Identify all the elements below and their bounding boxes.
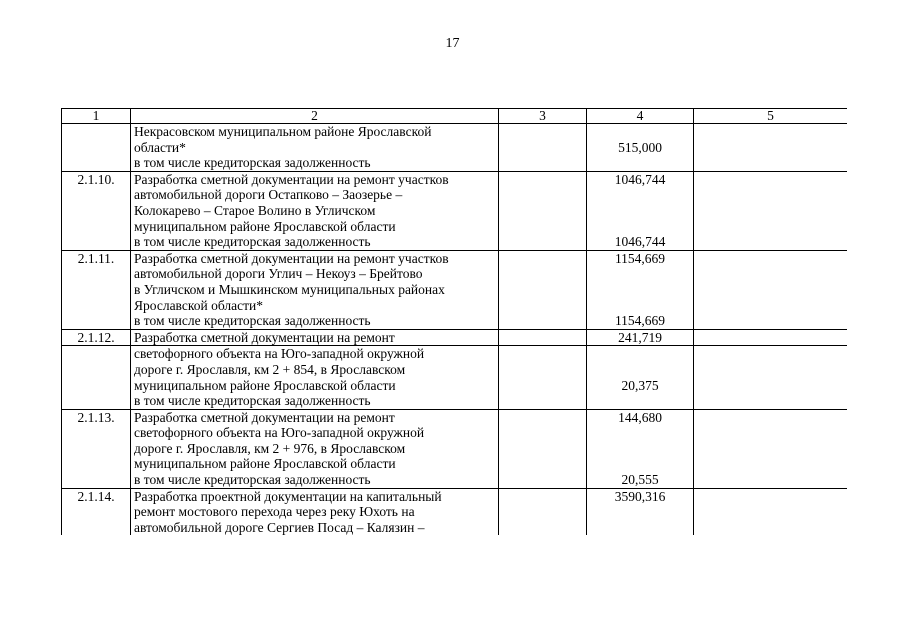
description-line: автомобильной дороге Сергиев Посад – Калязин – [134,519,425,535]
amount-payables: 20,555 [621,472,659,488]
page-number: 17 [445,36,460,51]
description-line: автомобильной дороги Углич – Некоуз – Брейтово [134,266,423,282]
col-5-cell [694,171,848,250]
amount-total: 241,719 [618,329,662,345]
col-3-cell [499,171,587,250]
col-5-cell [694,250,848,329]
description-line: Некрасовском муниципальном районе Ярославской [134,124,432,139]
col-5-cell [694,409,848,488]
amount-cell [587,329,694,346]
amount-payables: 515,000 [618,139,662,155]
header-col-2: 2 [131,109,499,124]
table-row [62,171,848,250]
description-line: Разработка сметной документации на ремонт [134,329,395,345]
row-description [131,488,499,535]
description-line: Колокарево – Старое Волино в Угличском [134,202,376,218]
row-number: 2.1.12. [62,329,131,346]
row-number: 2.1.10. [62,171,131,250]
table-row [62,124,848,172]
row-description [131,409,499,488]
row-number: 2.1.14. [62,488,131,535]
description-line: светофорного объекта на Юго-западной окружной [134,346,425,362]
description-line: в Угличском и Мышкинском муниципальных районах [134,281,445,297]
description-line: в том числе кредиторская задолженность [134,393,371,409]
header-col-3: 3 [499,109,587,124]
budget-table-container [61,108,847,578]
header-col-4: 4 [587,109,694,124]
col-3-cell [499,250,587,329]
amount-cell [587,124,694,172]
amount-total: 1046,744 [614,171,666,187]
amount-payables: 1154,669 [614,313,666,329]
amount-cell [587,346,694,409]
description-line: муниципальном районе Ярославской области [134,377,396,393]
description-line: Ярославской области* [134,297,263,313]
amount-payables: 20,375 [621,377,659,393]
description-line: муниципальном районе Ярославской области [134,218,396,234]
table-row [62,488,848,535]
row-description [131,171,499,250]
description-line: Разработка проектной документации на капитальный [134,488,442,504]
table-row [62,250,848,329]
description-line: ремонт мостового перехода через реку Юхоть на [134,504,415,520]
table-row [62,346,848,409]
amount-total: 144,680 [618,409,662,425]
row-description [131,124,499,172]
description-line: автомобильной дороги Остапково – Заозерье – [134,187,403,203]
description-line: в том числе кредиторская задолженность [134,313,371,329]
col-5-cell [694,329,848,346]
description-line: Разработка сметной документации на ремонт участков [134,250,449,266]
amount-total: 1154,669 [614,250,666,266]
row-number [62,346,131,409]
row-description [131,250,499,329]
description-line: в том числе кредиторская задолженность [134,155,371,171]
description-line: в том числе кредиторская задолженность [134,234,371,250]
description-line: Разработка сметной документации на ремонт [134,409,395,425]
row-number: 2.1.13. [62,409,131,488]
amount-cell [587,250,694,329]
table-row [62,409,848,488]
col-5-cell [694,488,848,535]
table-row [62,329,848,346]
amount-cell [587,171,694,250]
header-col-5: 5 [694,109,848,124]
col-3-cell [499,329,587,346]
row-description [131,346,499,409]
col-3-cell [499,346,587,409]
description-line: муниципальном районе Ярославской области [134,456,396,472]
amount-cell [587,488,694,535]
table-header-row [62,109,848,124]
col-5-cell [694,346,848,409]
col-3-cell [499,488,587,535]
col-3-cell [499,124,587,172]
description-line: дороге г. Ярославля, км 2 + 854, в Ярославском [134,361,406,377]
description-line: светофорного объекта на Юго-западной окружной [134,425,425,441]
header-col-1: 1 [62,109,131,124]
row-number [62,124,131,172]
description-line: Разработка сметной документации на ремонт участков [134,171,449,187]
amount-cell [587,409,694,488]
amount-total: 3590,316 [614,488,666,504]
description-line: области* [134,139,186,155]
row-number: 2.1.11. [62,250,131,329]
col-5-cell [694,124,848,172]
description-line: в том числе кредиторская задолженность [134,472,371,488]
col-3-cell [499,409,587,488]
description-line: дороге г. Ярославля, км 2 + 976, в Ярославском [134,440,406,456]
row-description [131,329,499,346]
budget-table [61,108,847,535]
amount-payables: 1046,744 [614,234,666,250]
